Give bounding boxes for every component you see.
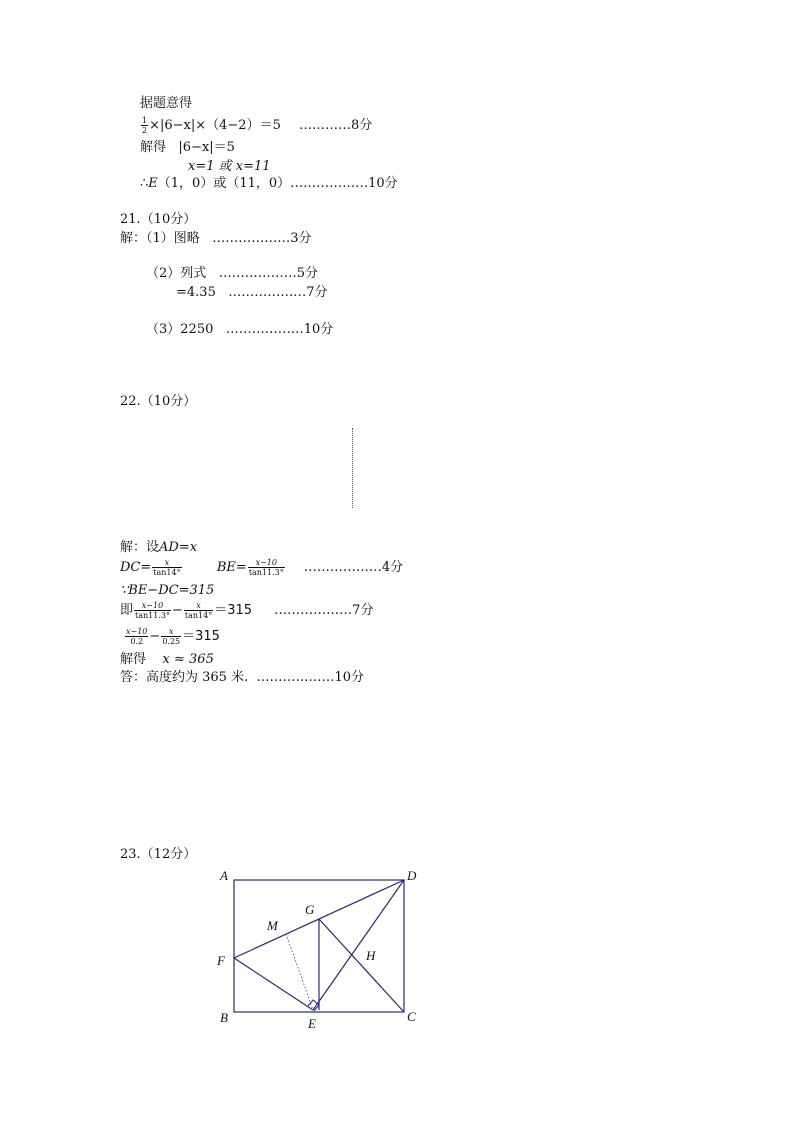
eq3-fraction-1: $\frac{x-10}{0.2}$	[126, 627, 148, 646]
q22-heading: 22.（10分）	[120, 394, 197, 409]
geometry-figure	[200, 860, 440, 1040]
intro-text: 据题意得	[140, 96, 193, 111]
eq3-fraction-2: $\frac{x}{0.25}$	[162, 627, 181, 646]
q21-line3: =4.35 ………………7分	[176, 285, 328, 300]
label-d: D	[407, 868, 417, 883]
score-7: ………………7分	[274, 603, 374, 618]
label-b: B	[220, 1010, 228, 1025]
score-4: ………………4分	[303, 560, 404, 575]
eq2-fraction-2: $\frac{x}{\tan 14^\circ}$	[184, 601, 213, 620]
label-f: F	[217, 953, 225, 968]
equation-line	[140, 116, 372, 135]
q21-line2: （2）列式 ………………5分	[146, 266, 318, 281]
solve-line: 解得 |6−x|＝5	[140, 140, 235, 155]
q21-heading: 21.（10分）	[120, 212, 197, 227]
be-fraction: $\frac{x-10}{\tan 11.3^\circ}$	[248, 558, 284, 577]
eq2-fraction-1: $\frac{x-10}{\tan 11.3^\circ}$	[135, 601, 170, 620]
q22-eq2-line: 即 $\frac{x-10}{\tan 11.3^\circ}$ − $\frac{x}{\tan 14^\circ}$ ＝315 ………………7分	[120, 601, 374, 620]
equation-main: ×|6−x|×（4−2）＝5	[149, 118, 281, 133]
figure-placeholder-line	[352, 428, 353, 508]
label-c: C	[407, 1009, 416, 1024]
label-e: E	[308, 1016, 316, 1031]
line-me-dotted	[286, 934, 313, 1010]
q22-let-line: 解：设AD=x	[120, 540, 198, 555]
q21-line4: （3）2250 ………………10分	[146, 322, 334, 337]
label-m: M	[267, 918, 278, 933]
dc-fraction: $\frac{x}{\tan 14^\circ}$	[153, 558, 181, 577]
q23-heading: 23.（12分）	[120, 847, 197, 862]
q22-eq3-line: $\frac{x-10}{0.2}$ − $\frac{x}{0.25}$ ＝315	[126, 627, 220, 646]
line-ed	[313, 880, 404, 1010]
line-fe	[234, 958, 313, 1010]
q22-answer-line: 答：高度约为 365 米. ………………10分	[120, 670, 365, 685]
line-gc	[319, 919, 404, 1012]
half-fraction: $\frac{1}{2}$	[142, 116, 148, 135]
conclusion-line: ∴E（1，0）或（11，0）………………10分	[140, 176, 398, 191]
label-h: H	[366, 948, 376, 963]
q22-because-line: ∵BE−DC=315	[120, 583, 215, 598]
roots-line: x=1 或 x=11	[188, 159, 271, 174]
q21-line1: 解：（1）图略 ………………3分	[120, 231, 312, 246]
label-a: A	[220, 868, 228, 883]
q22-solve-line: 解得 x ≈ 365	[120, 652, 214, 667]
score-8: …………8分	[298, 118, 373, 133]
label-g: G	[305, 902, 315, 917]
q22-dc-be-line: DC= $\frac{x}{\tan 14^\circ}$ BE= $\frac{x-10}{\tan 11.3^\circ}$ ………………4分	[120, 558, 404, 577]
